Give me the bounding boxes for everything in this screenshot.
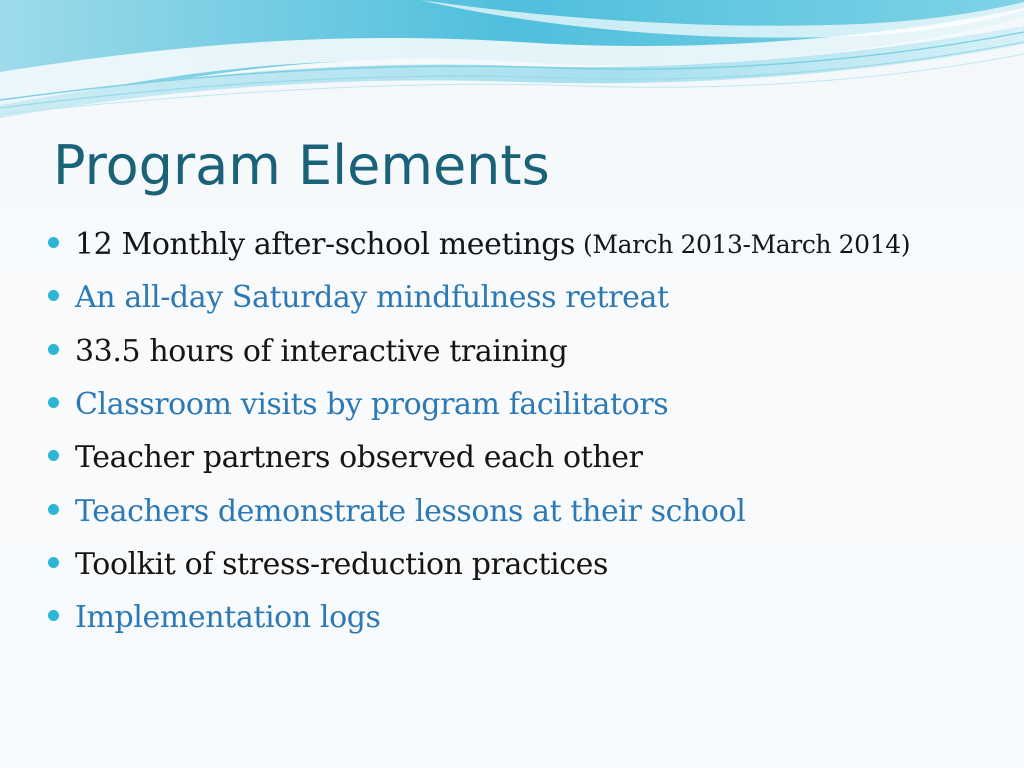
bullet-text: Classroom visits by program facilitators	[75, 387, 669, 423]
list-item	[48, 218, 910, 271]
bullet-text: An all-day Saturday mindfulness retreat	[75, 280, 669, 316]
slide-title: Program Elements	[53, 134, 550, 197]
bullet-dot-icon	[48, 344, 59, 355]
bullet-dot-icon	[48, 504, 59, 515]
bullet-dot-icon	[48, 290, 59, 301]
header-wave-decoration	[0, 0, 1024, 130]
bullet-text: Implementation logs	[75, 600, 381, 636]
list-item	[48, 271, 910, 324]
bullet-dot-icon	[48, 397, 59, 408]
bullet-dot-icon	[48, 450, 59, 461]
bullet-dot-icon	[48, 237, 59, 248]
bullet-dot-icon	[48, 557, 59, 568]
list-item	[48, 591, 910, 644]
list-item	[48, 431, 910, 484]
bullet-note: (March 2013-March 2014)	[583, 230, 911, 260]
bullet-text: Teacher partners observed each other	[75, 440, 643, 476]
bullet-text: Toolkit of stress-reduction practices	[75, 546, 608, 582]
bullet-text: 12 Monthly after-school meetings	[75, 227, 576, 263]
bullet-list	[48, 218, 910, 644]
bullet-text: 33.5 hours of interactive training	[75, 333, 568, 369]
list-item	[48, 484, 910, 537]
list-item	[48, 538, 910, 591]
bullet-dot-icon	[48, 610, 59, 621]
list-item	[48, 378, 910, 431]
list-item	[48, 325, 910, 378]
bullet-text: Teachers demonstrate lessons at their school	[75, 493, 746, 529]
